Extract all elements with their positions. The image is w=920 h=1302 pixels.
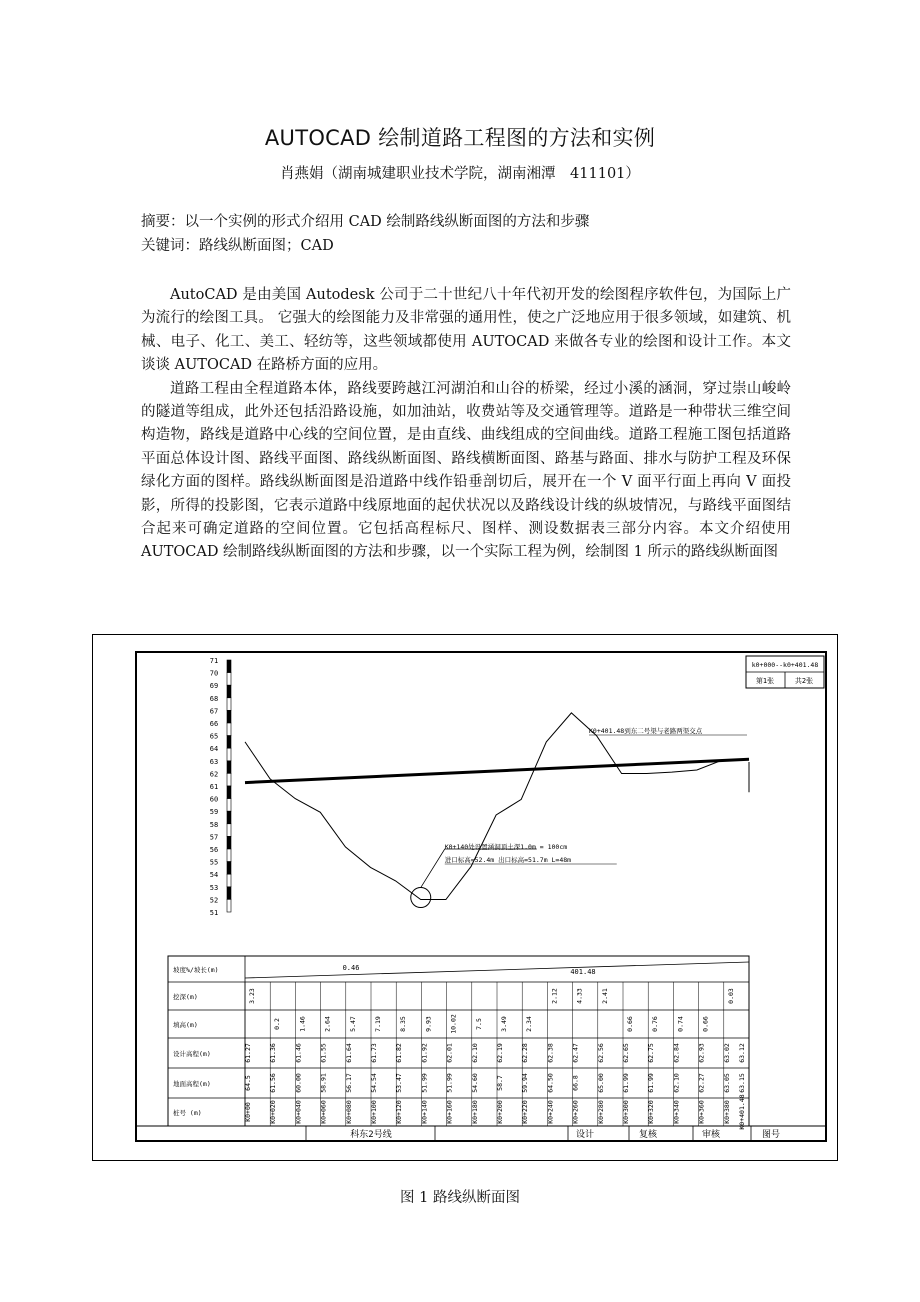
table-row-label: 填高(m) <box>173 1021 198 1029</box>
ground-elevation: 63.15 <box>738 1073 746 1093</box>
table-row-label: 坡度%/坡长(m) <box>173 966 219 974</box>
scale-tick-label: 66 <box>209 720 219 728</box>
right-note: K0+401.48到东二号渠与老路两渠交点 <box>589 727 703 735</box>
fill-value: 10.02 <box>449 1014 458 1034</box>
design-elevation: 61.55 <box>319 1043 328 1063</box>
ground-elevation: 61.56 <box>269 1073 278 1093</box>
figure-profile-drawing <box>92 634 838 1161</box>
ground-elevation: 51.99 <box>445 1073 454 1093</box>
scale-tick-label: 68 <box>209 694 219 703</box>
cut-value: 4.33 <box>575 988 584 1004</box>
titleblock-design: 设计 <box>575 1130 595 1140</box>
cut-value: 2.12 <box>550 988 559 1004</box>
scale-segment <box>227 673 231 686</box>
station-label: K0+020 <box>269 1100 278 1124</box>
station-label: K0+180 <box>470 1100 479 1124</box>
scale-segment <box>227 723 231 736</box>
scale-segment <box>227 761 231 774</box>
station-label: K0+160 <box>445 1100 454 1124</box>
station-label: K0+00 <box>244 1102 252 1122</box>
design-elevation: 62.93 <box>697 1043 706 1063</box>
scale-tick-label: 59 <box>209 808 219 817</box>
design-elevation: 62.47 <box>571 1043 580 1063</box>
scale-segment <box>227 748 231 761</box>
scale-tick-label: 64 <box>209 745 219 754</box>
keywords: 关键词：路线纵断面图；CAD <box>141 238 334 254</box>
ground-elevation: 54.60 <box>470 1073 479 1093</box>
ground-elevation: 65.00 <box>596 1073 605 1093</box>
scale-tick-label: 53 <box>209 883 219 892</box>
station-label: K0+040 <box>294 1100 303 1124</box>
station-label: K0+100 <box>370 1100 378 1124</box>
fill-value: 9.93 <box>424 1016 433 1032</box>
station-label: K0+120 <box>395 1100 404 1124</box>
fill-value: 0.74 <box>676 1016 685 1032</box>
titleblock-audit: 审核 <box>701 1130 721 1140</box>
titleblock-drawing-no: 图号 <box>761 1130 781 1140</box>
station-label: K0+200 <box>496 1100 504 1124</box>
table-row-label: 地面高程(m) <box>173 1080 211 1088</box>
culvert-leader <box>421 849 537 888</box>
fill-value: 8.35 <box>399 1016 408 1032</box>
scale-segment <box>227 660 231 673</box>
station-label: K0+320 <box>647 1100 656 1124</box>
design-elevation: 62.65 <box>622 1043 630 1063</box>
scale-segment <box>227 862 231 875</box>
table-row-label: 桩号 (m) <box>173 1109 202 1117</box>
ground-line <box>245 713 749 900</box>
station-label: K0+220 <box>521 1100 530 1124</box>
scale-segment <box>227 849 231 862</box>
scale-tick-label: 58 <box>209 820 219 829</box>
ground-elevation: 58.91 <box>319 1073 328 1093</box>
design-elevation: 62.19 <box>496 1043 504 1063</box>
scale-tick-label: 57 <box>209 833 219 842</box>
design-elevation: 61.73 <box>370 1043 378 1063</box>
design-elevation: 63.02 <box>722 1043 731 1063</box>
design-elevation: 62.38 <box>546 1043 555 1063</box>
fill-value: 0.66 <box>626 1016 634 1032</box>
ground-elevation: 61.99 <box>647 1073 656 1093</box>
station-label: K0+240 <box>546 1100 555 1124</box>
design-elevation: 62.28 <box>521 1043 530 1063</box>
scale-tick-label: 61 <box>209 783 219 791</box>
design-elevation: 62.01 <box>445 1043 454 1063</box>
station-label: K0+401.48 <box>738 1094 746 1130</box>
ground-elevation: 56.17 <box>344 1073 353 1093</box>
abstract: 摘要：以一个实例的形式介绍用 CAD 绘制路线纵断面图的方法和步骤 <box>141 214 590 230</box>
ground-elevation: 64.5 <box>244 1075 252 1091</box>
scale-segment <box>227 736 231 749</box>
fill-value: 3.49 <box>500 1016 508 1032</box>
scale-segment <box>227 887 231 900</box>
culvert-circle <box>411 888 431 908</box>
station-label: K0+280 <box>596 1100 605 1124</box>
ground-elevation: 61.99 <box>622 1073 630 1093</box>
ground-elevation: 62.10 <box>672 1073 681 1093</box>
paper-title: AUTOCAD 绘制道路工程图的方法和实例 <box>264 126 656 150</box>
scale-tick-label: 56 <box>209 846 219 854</box>
scale-tick-label: 70 <box>209 669 219 678</box>
scale-segment <box>227 786 231 799</box>
paragraph-1: AutoCAD 是由美国 Autodesk 公司于二十世纪八十年代初开发的绘图程序软件包，为国际上广为流行的绘图工具。 它强大的绘图能力及非常强的通用性，使之广泛地应用于很多领域，如建筑、机械、电子、化工、美工、轻纺等，这些领域都使用 AUTOCAD 来做各专业的绘图和设计工作。本文谈谈 AUTOCAD 在路桥方面的应用。 <box>141 287 791 374</box>
top-right-range: k0+000--k0+401.48 <box>751 661 819 669</box>
scale-tick-label: 51 <box>209 909 219 917</box>
paragraph-2: 道路工程由全程道路本体，路线要跨越江河湖泊和山谷的桥梁，经过小溪的涵洞，穿过崇山峻岭的隧道等组成，此外还包括沿路设施，如加油站，收费站等及交通管理等。道路是一种带状三维空间构造物，路线是道路中心线的空间位置，是由直线、曲线组成的空间曲线。道路工程施工图包括道路平面总体设计图、路线平面图、路线纵断面图、路线横断面图、路基与路面、排水与防护工程及环保绿化方面的图样。路线纵断面图是沿道路中线作铅垂剖切后，展开在一个 V 面平行面上再向 V 面投影，所得的投影图，它表示道路中线原地面的起伏状况以及路线设计线的纵坡情况，与路线平面图结合起来可确定道路的空间位置。它包括高程标尺、图样、测设数据表三部分内容。本文介绍使用 AUTOCAD 绘制路线纵断面图的方法和步骤，以一个实际工程为例，绘制图 1 所示的路线纵断面图 <box>141 380 791 561</box>
station-label: K0+060 <box>319 1100 328 1124</box>
design-elevation: 63.12 <box>738 1043 746 1063</box>
cut-value: 3.23 <box>248 988 256 1004</box>
station-label: K0+360 <box>697 1100 706 1124</box>
table-frame <box>168 956 749 1126</box>
scale-tick-label: 60 <box>209 795 219 804</box>
scale-tick-label: 65 <box>209 732 219 741</box>
scale-tick-label: 55 <box>209 858 219 867</box>
fill-value: 2.64 <box>323 1016 332 1032</box>
scale-segment <box>227 698 231 711</box>
scale-segment <box>227 773 231 786</box>
station-label: K0+260 <box>571 1100 580 1124</box>
station-label: K0+080 <box>344 1100 353 1124</box>
fill-value: 7.19 <box>374 1016 382 1032</box>
sheet-total: 共2张 <box>794 677 814 685</box>
ground-elevation: 66.8 <box>571 1075 580 1091</box>
cut-value: 0.03 <box>726 988 735 1004</box>
grade-length: 401.48 <box>570 968 596 976</box>
ground-elevation: 51.99 <box>420 1073 429 1093</box>
design-elevation: 61.27 <box>244 1043 252 1063</box>
design-elevation: 61.92 <box>420 1043 429 1063</box>
design-elevation: 61.46 <box>294 1043 303 1063</box>
scale-tick-label: 63 <box>209 757 219 766</box>
grade-line <box>245 962 749 978</box>
design-line <box>245 759 749 782</box>
fill-value: 1.46 <box>298 1016 307 1032</box>
fill-value: 0.2 <box>273 1018 282 1030</box>
station-label: K0+140 <box>420 1100 429 1124</box>
ground-elevation: 54.54 <box>370 1073 378 1093</box>
culvert-note-1: K0+140处设置涵洞顶土深1.0m = 100cm <box>444 843 568 851</box>
body-text <box>141 284 791 565</box>
station-label: K0+340 <box>672 1100 681 1124</box>
table-row-label: 挖深(m) <box>173 993 198 1001</box>
culvert-note-2: 进口标高=52.4m 出口标高=51.7m L=48m <box>444 856 572 864</box>
scale-segment <box>227 685 231 698</box>
scale-segment <box>227 799 231 812</box>
design-elevation: 62.75 <box>647 1043 656 1063</box>
design-elevation: 61.64 <box>344 1043 353 1063</box>
scale-segment <box>227 824 231 837</box>
scale-tick-label: 67 <box>209 707 219 716</box>
ground-elevation: 58.7 <box>496 1075 504 1091</box>
design-elevation: 61.36 <box>269 1043 278 1063</box>
ground-elevation: 64.50 <box>546 1073 555 1093</box>
fill-value: 2.34 <box>525 1016 534 1032</box>
table-row-label: 设计高程(m) <box>173 1050 211 1058</box>
scale-tick-label: 62 <box>209 770 219 779</box>
fill-value: 0.66 <box>701 1016 710 1032</box>
profile-drawing-svg <box>93 635 837 1160</box>
scale-segment <box>227 874 231 887</box>
scale-segment <box>227 836 231 849</box>
grade-value: 0.46 <box>342 964 360 972</box>
fill-value: 5.47 <box>348 1016 357 1032</box>
sheet-number: 第1张 <box>755 677 775 685</box>
author-line: 肖燕娟（湖南城建职业技术学院，湖南湘潭 411101） <box>280 166 640 182</box>
ground-elevation: 53.47 <box>395 1073 404 1093</box>
scale-tick-label: 71 <box>209 657 219 665</box>
titleblock-project: 科东2号线 <box>350 1130 392 1140</box>
station-label: K0+380 <box>722 1100 731 1124</box>
scale-segment <box>227 811 231 824</box>
design-elevation: 62.84 <box>672 1043 681 1063</box>
scale-tick-label: 52 <box>209 896 219 905</box>
scale-tick-label: 69 <box>209 682 219 691</box>
design-elevation: 62.10 <box>470 1043 479 1063</box>
station-label: K0+300 <box>622 1100 630 1124</box>
fill-value: 7.5 <box>474 1018 483 1030</box>
figure-caption: 图 1 路线纵断面图 <box>400 1190 520 1206</box>
ground-elevation: 63.05 <box>722 1073 731 1093</box>
fill-value: 0.76 <box>651 1016 660 1032</box>
ground-elevation: 62.27 <box>697 1073 706 1093</box>
scale-tick-label: 54 <box>209 871 219 880</box>
ground-elevation: 60.00 <box>294 1073 303 1093</box>
titleblock-review: 复核 <box>638 1130 658 1140</box>
design-elevation: 61.82 <box>395 1043 404 1063</box>
scale-segment <box>227 710 231 723</box>
scale-segment <box>227 899 231 912</box>
design-elevation: 62.56 <box>596 1043 605 1063</box>
ground-elevation: 59.94 <box>521 1073 530 1093</box>
cut-value: 2.41 <box>600 988 609 1004</box>
